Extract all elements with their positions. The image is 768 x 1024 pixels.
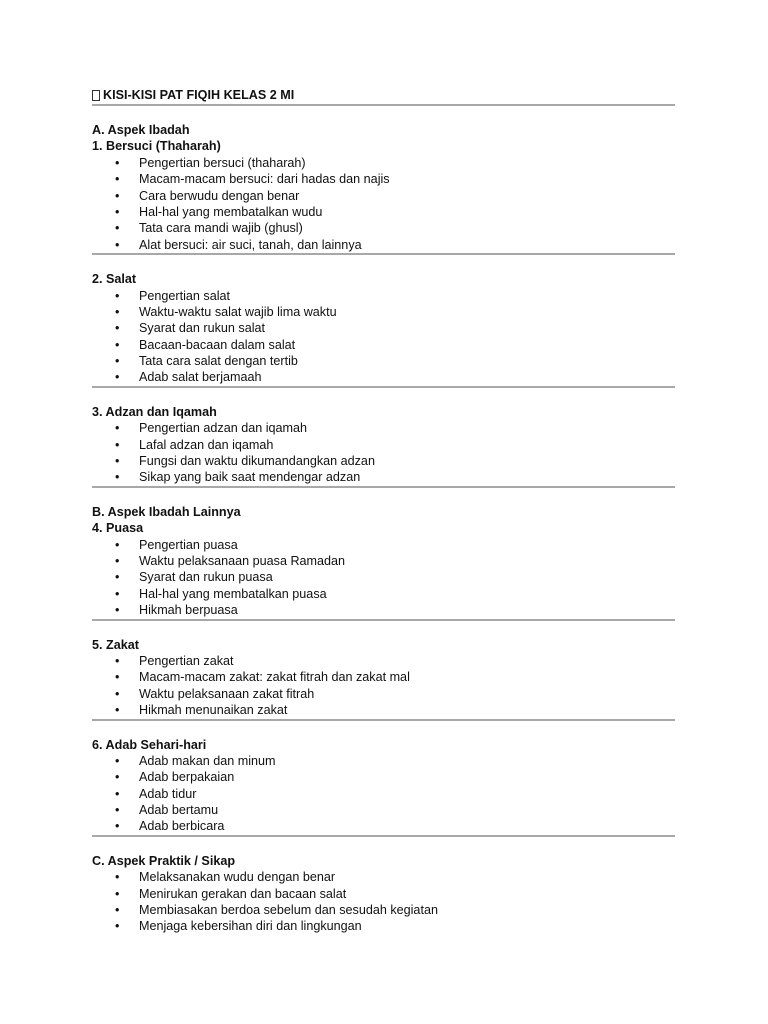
item-list bbox=[92, 753, 675, 835]
aspect-heading-a: A. Aspek Ibadah bbox=[92, 123, 190, 137]
list-item bbox=[92, 902, 675, 918]
section-divider bbox=[92, 835, 675, 837]
bullet: • bbox=[115, 703, 120, 718]
list-item bbox=[92, 437, 675, 453]
list-item-text: Macam-macam zakat: zakat fitrah dan zakat mal bbox=[139, 670, 410, 685]
list-item bbox=[92, 553, 675, 569]
list-item bbox=[92, 802, 675, 818]
bullet: • bbox=[115, 421, 120, 436]
list-item bbox=[92, 155, 675, 171]
bullet: • bbox=[115, 653, 120, 668]
list-item bbox=[92, 918, 675, 934]
section-heading: 3. Adzan dan Iqamah bbox=[92, 404, 217, 419]
list-item-text: Adab berpakaian bbox=[139, 770, 235, 785]
list-item-text: Fungsi dan waktu dikumandangkan adzan bbox=[139, 454, 375, 469]
list-item-text: Macam-macam bersuci: dari hadas dan najis bbox=[139, 172, 390, 187]
list-item-text: Hikmah berpuasa bbox=[139, 603, 238, 618]
bullet: • bbox=[115, 237, 120, 252]
list-item-text: Pengertian zakat bbox=[139, 653, 234, 668]
list-item-text: Pengertian puasa bbox=[139, 537, 238, 552]
bullet: • bbox=[115, 786, 120, 801]
section-adab bbox=[92, 737, 675, 835]
list-item-text: Lafal adzan dan iqamah bbox=[139, 437, 274, 452]
list-item bbox=[92, 602, 675, 618]
section-divider bbox=[92, 253, 675, 255]
list-item bbox=[92, 786, 675, 802]
bullet: • bbox=[115, 354, 120, 369]
list-item bbox=[92, 237, 675, 253]
list-item-text: Pengertian salat bbox=[139, 288, 231, 303]
list-item bbox=[92, 369, 675, 385]
list-item bbox=[92, 769, 675, 785]
document-title-row bbox=[92, 87, 675, 104]
list-item bbox=[92, 304, 675, 320]
item-list bbox=[92, 420, 675, 486]
aspect-heading-b: B. Aspek Ibadah Lainnya bbox=[92, 504, 241, 519]
list-item-text: Alat bersuci: air suci, tanah, dan lainnya bbox=[139, 237, 362, 252]
bullet: • bbox=[115, 670, 120, 685]
section-zakat bbox=[92, 637, 675, 719]
list-item-text: Bacaan-bacaan dalam salat bbox=[139, 337, 296, 352]
section-adzan-iqamah bbox=[92, 404, 675, 486]
bullet: • bbox=[115, 870, 120, 885]
list-item-text: Adab tidur bbox=[139, 786, 197, 801]
list-item bbox=[92, 188, 675, 204]
list-item-text: Membiasakan berdoa sebelum dan sesudah kegiatan bbox=[139, 903, 438, 918]
item-list bbox=[92, 869, 675, 935]
bullet: • bbox=[115, 288, 120, 303]
list-item-text: Syarat dan rukun puasa bbox=[139, 570, 273, 585]
list-item bbox=[92, 288, 675, 304]
list-item bbox=[92, 469, 675, 485]
list-item-text: Sikap yang baik saat mendengar adzan bbox=[139, 470, 361, 485]
list-item-text: Adab salat berjamaah bbox=[139, 370, 262, 385]
document-page bbox=[92, 87, 675, 935]
list-item bbox=[92, 453, 675, 469]
bullet: • bbox=[115, 204, 120, 219]
bullet: • bbox=[115, 553, 120, 568]
list-item-text: Adab bertamu bbox=[139, 803, 219, 818]
bullet: • bbox=[115, 454, 120, 469]
list-item bbox=[92, 669, 675, 685]
bullet: • bbox=[115, 570, 120, 585]
list-item bbox=[92, 886, 675, 902]
bullet: • bbox=[115, 919, 120, 934]
bullet: • bbox=[115, 603, 120, 618]
bullet: • bbox=[115, 437, 120, 452]
list-item-text: Hikmah menunaikan zakat bbox=[139, 703, 288, 718]
list-item bbox=[92, 702, 675, 718]
bullet: • bbox=[115, 470, 120, 485]
list-item bbox=[92, 353, 675, 369]
section-divider bbox=[92, 386, 675, 388]
list-item bbox=[92, 171, 675, 187]
list-item bbox=[92, 320, 675, 336]
section-heading: 4. Puasa bbox=[92, 521, 144, 536]
list-item bbox=[92, 204, 675, 220]
list-item-text: Hal-hal yang membatalkan puasa bbox=[139, 586, 327, 601]
list-item-text: Waktu-waktu salat wajib lima waktu bbox=[139, 304, 337, 319]
list-item bbox=[92, 653, 675, 669]
section-salat bbox=[92, 271, 675, 386]
bullet: • bbox=[115, 537, 120, 552]
section-divider bbox=[92, 719, 675, 721]
list-item-text: Adab makan dan minum bbox=[139, 753, 276, 768]
bullet: • bbox=[115, 337, 120, 352]
list-item bbox=[92, 337, 675, 353]
list-item bbox=[92, 220, 675, 236]
bullet: • bbox=[115, 304, 120, 319]
bullet: • bbox=[115, 903, 120, 918]
bullet: • bbox=[115, 686, 120, 701]
section-heading: 6. Adab Sehari-hari bbox=[92, 737, 207, 752]
list-item-text: Syarat dan rukun salat bbox=[139, 321, 266, 336]
list-item-text: Menirukan gerakan dan bacaan salat bbox=[139, 886, 347, 901]
bullet: • bbox=[115, 819, 120, 834]
bullet: • bbox=[115, 155, 120, 170]
document-title: KISI-KISI PAT FIQIH KELAS 2 MI bbox=[103, 88, 295, 103]
list-item bbox=[92, 569, 675, 585]
bullet: • bbox=[115, 221, 120, 236]
list-item-text: Tata cara salat dengan tertib bbox=[139, 354, 298, 369]
item-list bbox=[92, 155, 675, 253]
bullet: • bbox=[115, 370, 120, 385]
list-item-text: Pengertian bersuci (thaharah) bbox=[139, 155, 306, 170]
list-item bbox=[92, 753, 675, 769]
document-icon bbox=[92, 90, 100, 101]
list-item bbox=[92, 537, 675, 553]
list-item bbox=[92, 869, 675, 885]
section-puasa bbox=[92, 520, 675, 618]
bullet: • bbox=[115, 770, 120, 785]
list-item-text: Menjaga kebersihan diri dan lingkungan bbox=[139, 919, 362, 934]
item-list bbox=[92, 288, 675, 386]
list-item-text: Adab berbicara bbox=[139, 819, 225, 834]
list-item-text: Cara berwudu dengan benar bbox=[139, 188, 300, 203]
bullet: • bbox=[115, 586, 120, 601]
item-list bbox=[92, 653, 675, 719]
bullet: • bbox=[115, 886, 120, 901]
section-divider bbox=[92, 619, 675, 621]
list-item-text: Pengertian adzan dan iqamah bbox=[139, 421, 308, 436]
bullet: • bbox=[115, 803, 120, 818]
item-list bbox=[92, 537, 675, 619]
list-item bbox=[92, 420, 675, 436]
section-heading: 1. Bersuci (Thaharah) bbox=[92, 139, 221, 154]
title-divider bbox=[92, 104, 675, 106]
bullet: • bbox=[115, 753, 120, 768]
bullet: • bbox=[115, 188, 120, 203]
bullet: • bbox=[115, 172, 120, 187]
list-item-text: Hal-hal yang membatalkan wudu bbox=[139, 204, 323, 219]
list-item bbox=[92, 686, 675, 702]
list-item-text: Melaksanakan wudu dengan benar bbox=[139, 870, 336, 885]
section-heading: 2. Salat bbox=[92, 272, 137, 287]
list-item-text: Waktu pelaksanaan puasa Ramadan bbox=[139, 553, 346, 568]
section-praktik-sikap bbox=[92, 853, 675, 935]
list-item bbox=[92, 586, 675, 602]
bullet: • bbox=[115, 321, 120, 336]
list-item-text: Waktu pelaksanaan zakat fitrah bbox=[139, 686, 315, 701]
list-item-text: Tata cara mandi wajib (ghusl) bbox=[139, 221, 303, 236]
list-item bbox=[92, 818, 675, 834]
section-heading: 5. Zakat bbox=[92, 637, 139, 652]
aspect-heading-c: C. Aspek Praktik / Sikap bbox=[92, 853, 236, 868]
section-divider bbox=[92, 486, 675, 488]
section-bersuci bbox=[92, 138, 675, 253]
